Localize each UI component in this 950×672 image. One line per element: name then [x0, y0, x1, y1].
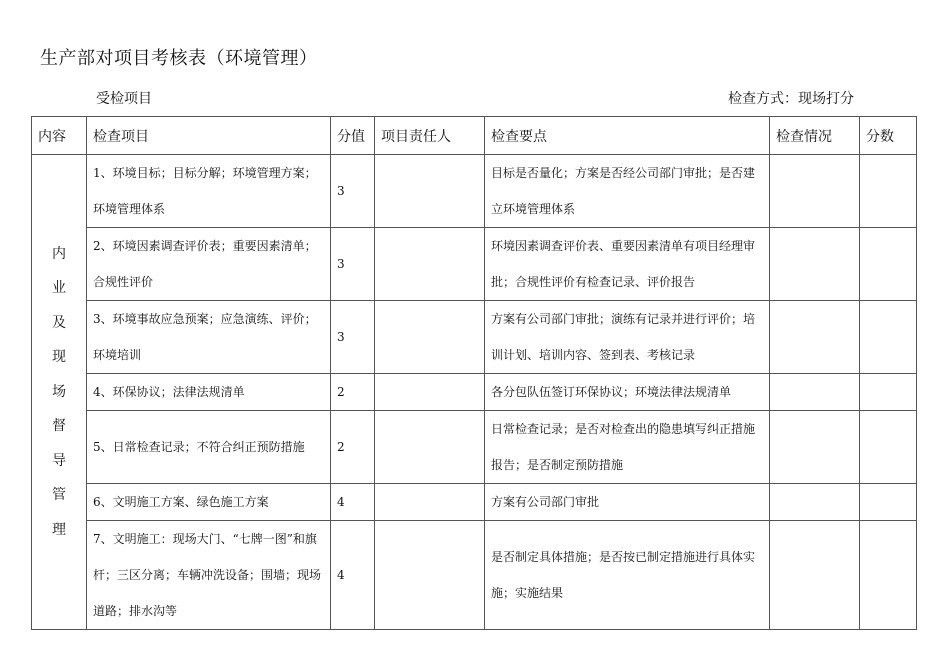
document-title: 生产部对项目考核表（环境管理）: [40, 48, 318, 69]
result-cell[interactable]: [860, 411, 917, 484]
table-row: [32, 301, 917, 374]
owner-cell[interactable]: [375, 521, 485, 630]
category-char: 管: [52, 487, 66, 504]
owner-cell[interactable]: [375, 228, 485, 301]
item-cell: 3、环境事故应急预案；应急演练、评价；环境培训: [87, 301, 331, 374]
category-char: 场: [52, 383, 66, 400]
points-cell: 方案有公司部门审批: [485, 484, 770, 521]
header-item: 检查项目: [87, 117, 331, 155]
table-row: [32, 155, 917, 228]
score-cell: 3: [331, 301, 375, 374]
table-row: [32, 228, 917, 301]
status-cell[interactable]: [770, 155, 860, 228]
owner-cell[interactable]: [375, 301, 485, 374]
owner-cell[interactable]: [375, 374, 485, 411]
subject-label: 受检项目: [96, 91, 152, 107]
item-cell: 7、文明施工：现场大门、“七牌一图”和旗杆；三区分离；车辆冲洗设备；围墙；现场道路；排水沟等: [87, 521, 331, 630]
header-points: 检查要点: [485, 117, 770, 155]
points-cell: 环境因素调查评价表、重要因素清单有项目经理审批；合规性评价有检查记录、评价报告: [485, 228, 770, 301]
status-cell[interactable]: [770, 374, 860, 411]
result-cell[interactable]: [860, 155, 917, 228]
points-cell: 是否制定具体措施；是否按已制定措施进行具体实施；实施结果: [485, 521, 770, 630]
result-cell[interactable]: [860, 521, 917, 630]
result-cell[interactable]: [860, 374, 917, 411]
status-cell[interactable]: [770, 521, 860, 630]
result-cell[interactable]: [860, 301, 917, 374]
category-char: 督: [52, 418, 66, 435]
header-owner: 项目责任人: [375, 117, 485, 155]
category-char: 理: [52, 521, 66, 538]
header-result: 分数: [860, 117, 917, 155]
header-content: 内容: [32, 117, 87, 155]
owner-cell[interactable]: [375, 155, 485, 228]
table-row: [32, 521, 917, 630]
item-cell: 4、环保协议；法律法规清单: [87, 374, 331, 411]
item-cell: 1、环境目标；目标分解；环境管理方案；环境管理体系: [87, 155, 331, 228]
header-score: 分值: [331, 117, 375, 155]
item-cell: 5、日常检查记录；不符合纠正预防措施: [87, 411, 331, 484]
status-cell[interactable]: [770, 484, 860, 521]
status-cell[interactable]: [770, 411, 860, 484]
category-char: 导: [52, 452, 66, 469]
score-cell: 3: [331, 155, 375, 228]
result-cell[interactable]: [860, 484, 917, 521]
category-char: 及: [52, 314, 66, 331]
table-row: [32, 411, 917, 484]
result-cell[interactable]: [860, 228, 917, 301]
assessment-table: [31, 116, 917, 630]
header-status: 检查情况: [770, 117, 860, 155]
score-cell: 2: [331, 411, 375, 484]
category-char: 业: [52, 280, 66, 297]
category-char: 现: [52, 349, 66, 366]
header-row: [32, 117, 917, 155]
points-cell: 日常检查记录；是否对检查出的隐患填写纠正措施报告；是否制定预防措施: [485, 411, 770, 484]
points-cell: 方案有公司部门审批；演练有记录并进行评价；培训计划、培训内容、签到表、考核记录: [485, 301, 770, 374]
table-row: [32, 374, 917, 411]
owner-cell[interactable]: [375, 411, 485, 484]
item-cell: 2、环境因素调查评价表；重要因素清单；合规性评价: [87, 228, 331, 301]
points-cell: 目标是否量化；方案是否经公司部门审批；是否建立环境管理体系: [485, 155, 770, 228]
table-row: [32, 484, 917, 521]
category-cell: [32, 155, 87, 630]
score-cell: 2: [331, 374, 375, 411]
category-vertical-text: [32, 237, 86, 548]
status-cell[interactable]: [770, 301, 860, 374]
method-label: 检查方式：现场打分: [728, 91, 854, 107]
score-cell: 3: [331, 228, 375, 301]
score-cell: 4: [331, 521, 375, 630]
points-cell: 各分包队伍签订环保协议；环境法律法规清单: [485, 374, 770, 411]
category-char: 内: [52, 245, 66, 262]
status-cell[interactable]: [770, 228, 860, 301]
item-cell: 6、文明施工方案、绿色施工方案: [87, 484, 331, 521]
owner-cell[interactable]: [375, 484, 485, 521]
score-cell: 4: [331, 484, 375, 521]
